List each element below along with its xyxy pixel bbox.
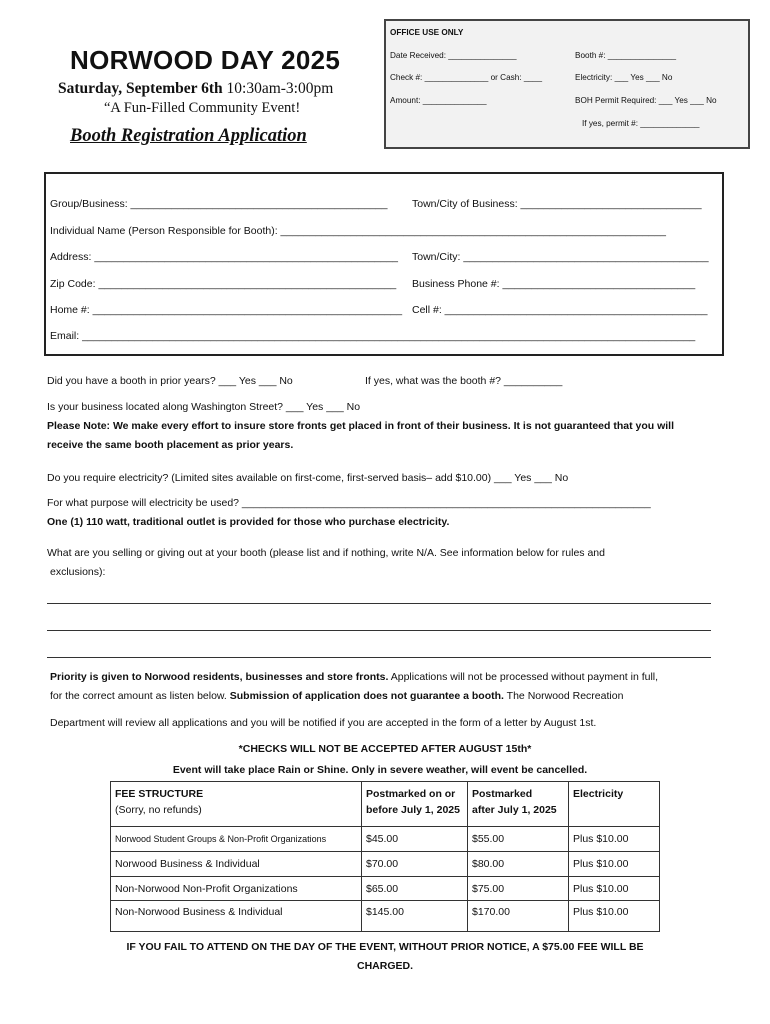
fee-structure-table	[110, 781, 660, 932]
fee-early: $45.00	[362, 827, 468, 852]
outlet-note: One (1) 110 watt, traditional outlet is provided for those who purchase electricity.	[47, 516, 450, 528]
fee-category: Non-Norwood Business & Individual	[111, 901, 362, 932]
fee-category: Norwood Student Groups & Non-Profit Organizations	[111, 827, 362, 852]
fee-electricity: Plus $10.00	[569, 877, 660, 901]
prior-booth-number-question[interactable]: If yes, what was the booth #? __________	[365, 375, 563, 387]
late-header-line2: after July 1, 2025	[472, 804, 557, 816]
selling-answer-line-2[interactable]	[47, 630, 711, 631]
office-booth-number: Booth #: _______________	[575, 51, 677, 60]
home-phone-field[interactable]: Home #: _____________________________________________________	[50, 304, 403, 316]
form-title: Booth Registration Application	[70, 126, 307, 146]
fee-early: $65.00	[362, 877, 468, 901]
event-date-time: 10:30am-3:00pm	[226, 80, 334, 97]
prior-booth-question[interactable]: Did you have a booth in prior years? ___ Yes ___ No	[47, 375, 293, 387]
table-row	[111, 852, 660, 877]
checks-notice: *CHECKS WILL NOT BE ACCEPTED AFTER AUGUST 15th*	[238, 743, 532, 755]
electricity-purpose-field[interactable]: For what purpose will electricity be used? ______________________________________________________________________	[47, 497, 651, 509]
business-phone-field[interactable]: Business Phone #: _________________________________	[412, 278, 696, 290]
email-field[interactable]: Email: _________________________________________________________________________________________________________	[50, 330, 696, 342]
selling-answer-line-3[interactable]	[47, 657, 711, 658]
selling-question-line2: exclusions):	[50, 566, 106, 578]
fee-table-header	[111, 782, 660, 827]
fee-early: $70.00	[362, 852, 468, 877]
fee-category: Norwood Business & Individual	[111, 852, 362, 877]
fee-electricity: Plus $10.00	[569, 901, 660, 932]
town-of-business-field[interactable]: Town/City of Business: _______________________________	[412, 198, 702, 210]
fee-electricity: Plus $10.00	[569, 827, 660, 852]
no-refunds-label: (Sorry, no refunds)	[115, 804, 202, 816]
selling-answer-line-1[interactable]	[47, 603, 711, 604]
applicant-info-box	[44, 172, 724, 356]
office-electricity: Electricity: ___ Yes ___ No	[575, 73, 673, 82]
selling-question-line1: What are you selling or giving out at your booth (please list and if nothing, write N/A. See information below for rules and	[47, 547, 605, 559]
early-header-line2: before July 1, 2025	[366, 804, 460, 816]
office-boh-permit: BOH Permit Required: ___ Yes ___ No	[575, 96, 717, 105]
table-row	[111, 877, 660, 901]
table-row	[111, 827, 660, 852]
priority-line2	[50, 690, 623, 702]
town-field[interactable]: Town/City: __________________________________________	[412, 251, 709, 263]
fee-late: $75.00	[468, 877, 569, 901]
address-field[interactable]: Address: ____________________________________________________	[50, 251, 399, 263]
fee-category: Non-Norwood Non-Profit Organizations	[111, 877, 362, 901]
office-amount: Amount: ______________	[390, 96, 487, 105]
event-date-day: Saturday, September 6th	[58, 80, 223, 97]
rain-notice: Event will take place Rain or Shine. Only in severe weather, will event be cancelled.	[172, 764, 588, 776]
priority-bold-1: Priority is given to Norwood residents, businesses and store fronts.	[50, 671, 389, 683]
priority-line1	[50, 671, 658, 683]
washington-street-question[interactable]: Is your business located along Washington Street? ___ Yes ___ No	[47, 401, 361, 413]
cell-phone-field[interactable]: Cell #: _____________________________________________	[412, 304, 708, 316]
individual-name-field[interactable]: Individual Name (Person Responsible for Booth): __________________________________________________________________	[50, 225, 666, 237]
zip-code-field[interactable]: Zip Code: ___________________________________________________	[50, 278, 397, 290]
office-check-number: Check #: ______________ or Cash: ____	[390, 73, 543, 82]
fee-structure-label: FEE STRUCTURE	[115, 788, 204, 800]
fee-late: $55.00	[468, 827, 569, 852]
no-show-fee-line2: CHARGED.	[356, 960, 413, 972]
priority-text-2a: for the correct amount as listen below.	[50, 690, 230, 702]
no-show-fee-line1: IF YOU FAIL TO ATTEND ON THE DAY OF THE EVENT, WITHOUT PRIOR NOTICE, A $75.00 FEE WILL BE	[126, 941, 644, 953]
priority-text-1: Applications will not be processed without payment in full,	[388, 671, 659, 683]
fee-late: $80.00	[468, 852, 569, 877]
office-use-box	[384, 19, 750, 149]
fee-electricity: Plus $10.00	[569, 852, 660, 877]
office-heading: OFFICE USE ONLY	[390, 28, 464, 37]
event-date	[58, 80, 333, 98]
placement-note-line2: receive the same booth placement as prior years.	[47, 439, 294, 451]
late-header-line1: Postmarked	[472, 788, 533, 800]
fee-header-early	[362, 782, 468, 827]
event-tagline: “A Fun-Filled Community Event!	[104, 100, 301, 116]
priority-line3: Department will review all applications and you will be notified if you are accepted in the form of a letter by August 1st.	[50, 717, 597, 729]
fee-header-late	[468, 782, 569, 827]
placement-note-line1: Please Note: We make every effort to insure store fronts get placed in front of their business. It is not guaranteed that you will	[47, 420, 675, 432]
early-header-line1: Postmarked on or	[366, 788, 456, 800]
table-row	[111, 901, 660, 932]
office-date-received: Date Received: _______________	[390, 51, 517, 60]
event-title: NORWOOD DAY 2025	[70, 45, 341, 75]
priority-bold-2: Submission of application does not guarantee a booth.	[229, 690, 504, 702]
office-permit-number: If yes, permit #: _____________	[582, 119, 700, 128]
fee-header-category	[111, 782, 362, 827]
fee-late: $170.00	[468, 901, 569, 932]
fee-header-electricity: Electricity	[569, 782, 660, 827]
electricity-question[interactable]: Do you require electricity? (Limited sites available on first-come, first-served basis– add $10.00) ___ Yes ___ No	[47, 472, 569, 484]
fee-early: $145.00	[362, 901, 468, 932]
group-business-field[interactable]: Group/Business: ____________________________________________	[50, 198, 388, 210]
priority-text-2b: The Norwood Recreation	[503, 690, 624, 702]
